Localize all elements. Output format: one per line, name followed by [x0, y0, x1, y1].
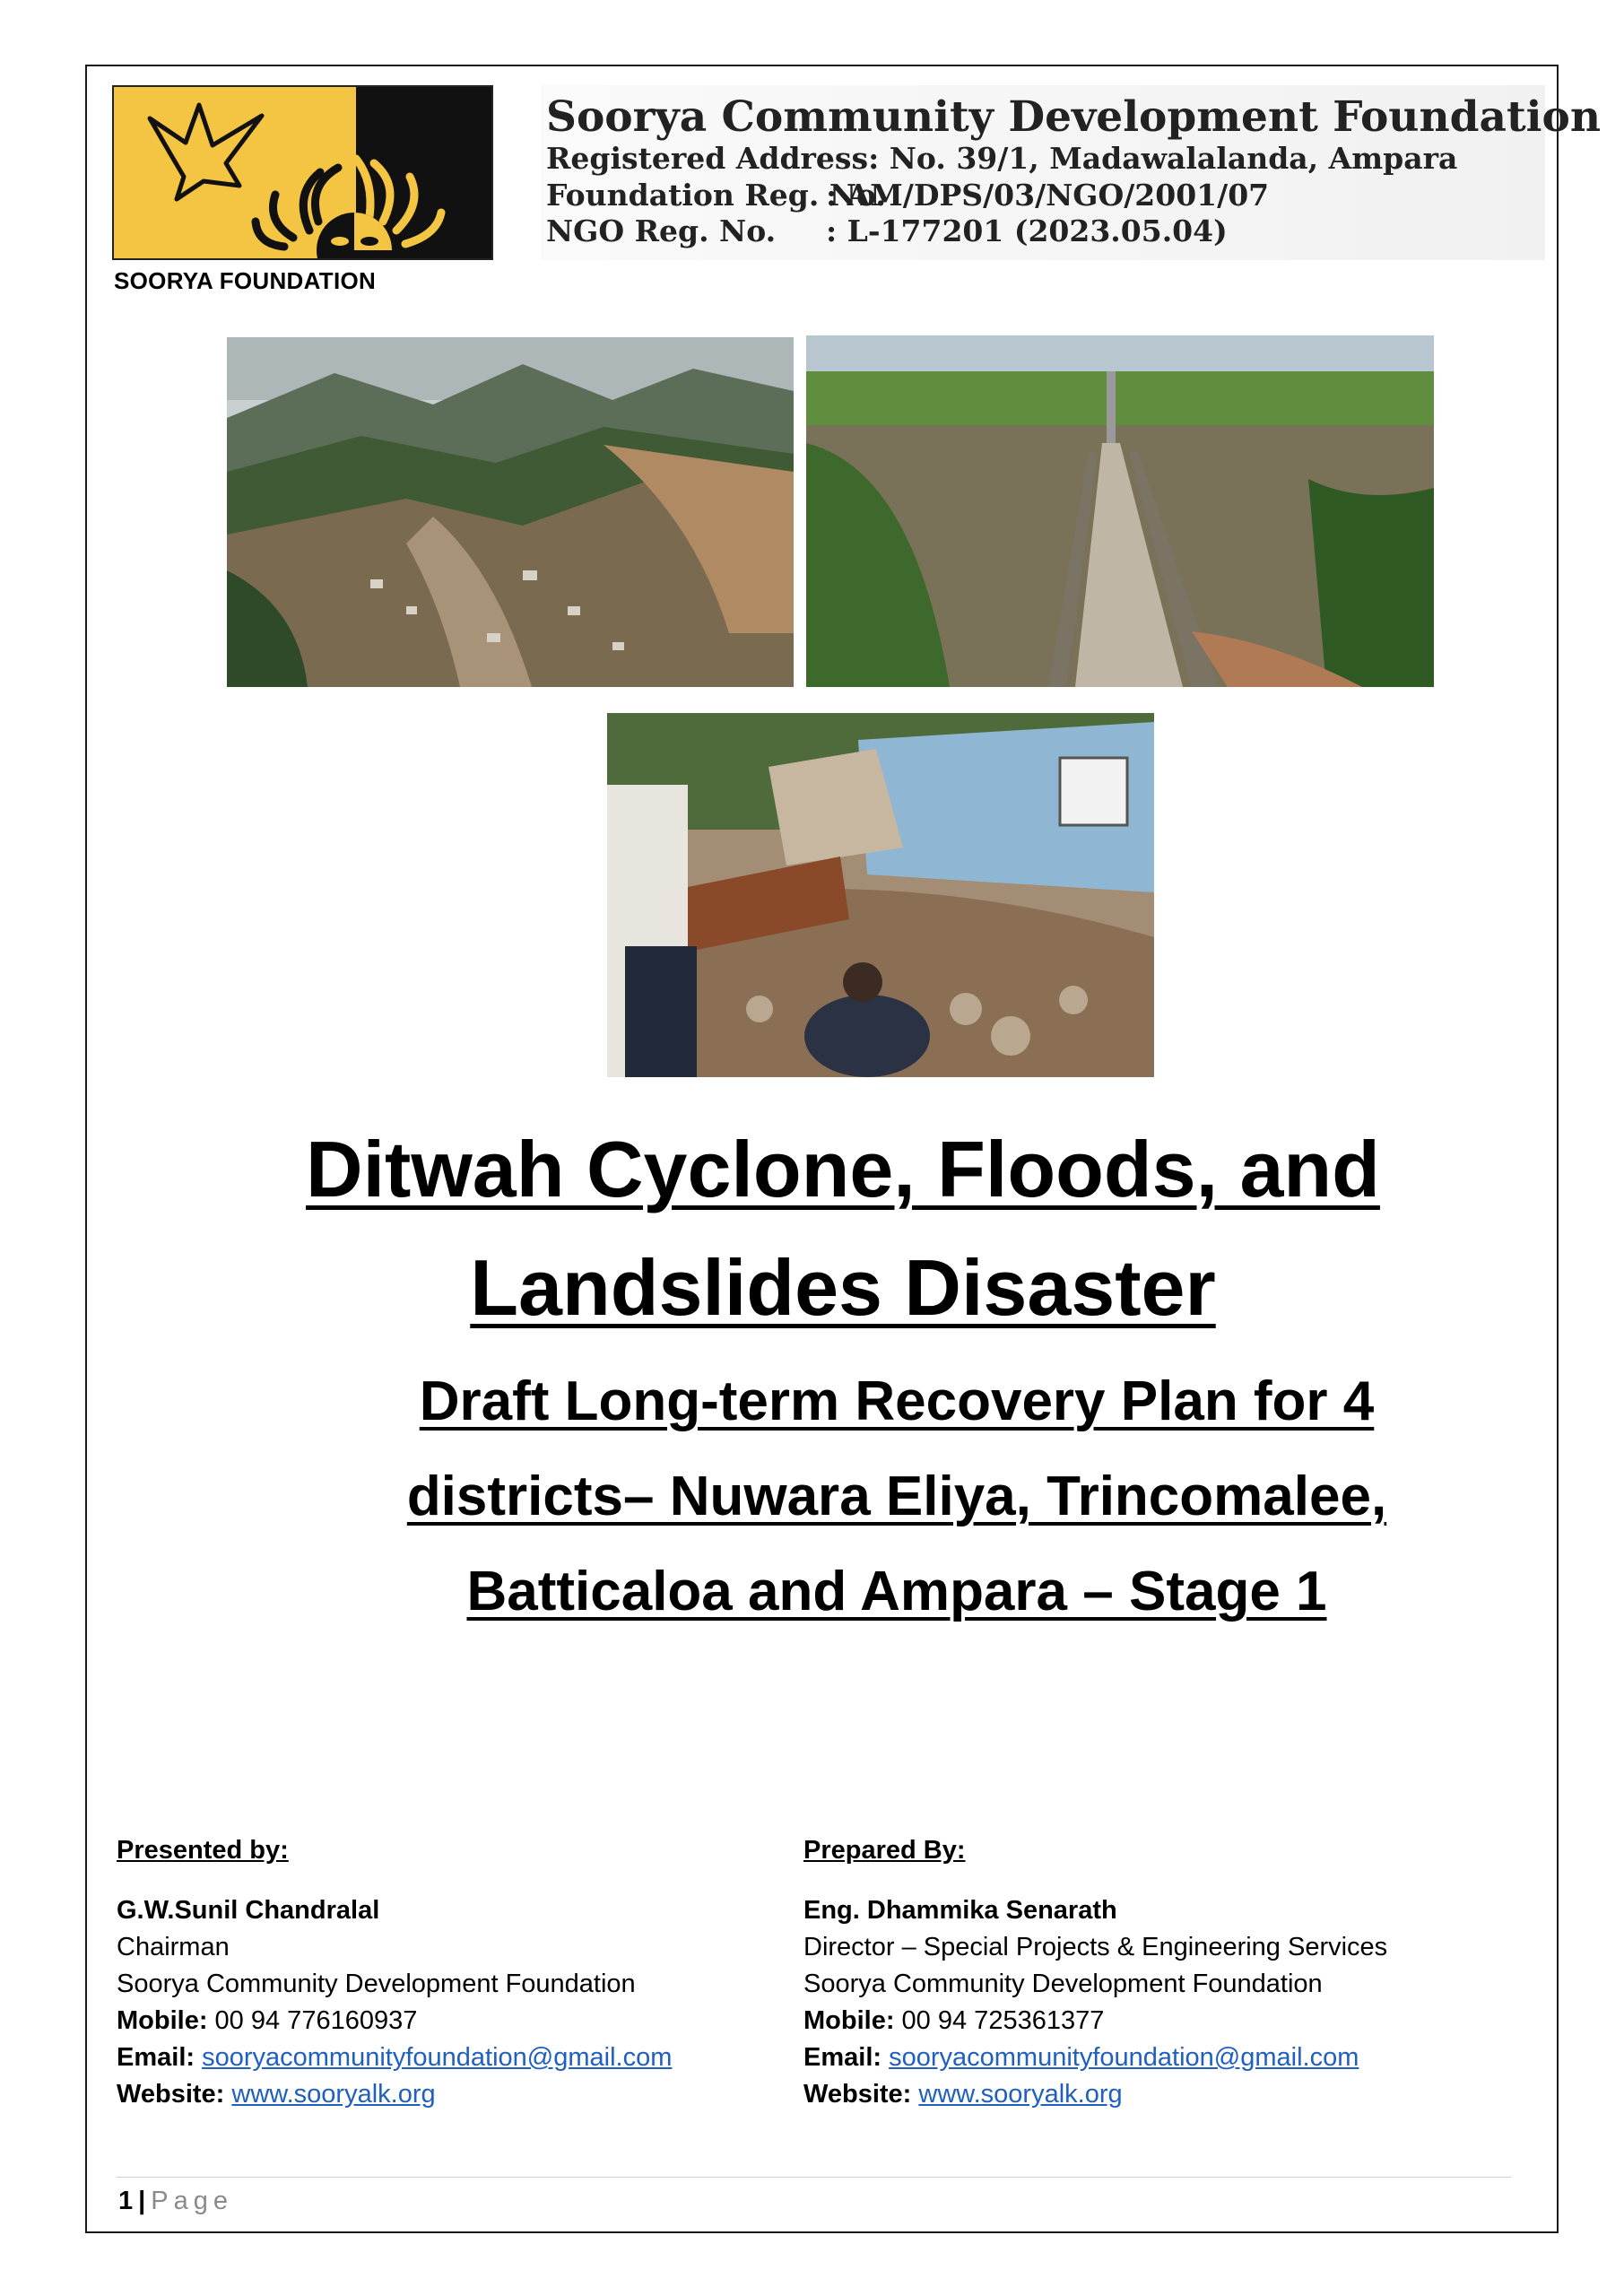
preparer-website [803, 2076, 1387, 2113]
mobile-number: 00 94 725361377 [894, 2006, 1105, 2035]
organization-name: Soorya Community Development Foundation [546, 92, 1602, 142]
presenter-name: G.W.Sunil Chandralal [117, 1896, 380, 1925]
foundation-reg-number [546, 178, 1269, 213]
subtitle-line-3: Batticaloa and Ampara – Stage 1 [466, 1561, 1327, 1622]
preparer-mobile [803, 2003, 1387, 2039]
email-label: Email: [803, 2043, 882, 2072]
presenter-website [117, 2076, 672, 2113]
mobile-number: 00 94 776160937 [207, 2006, 418, 2035]
website-link[interactable]: www.sooryalk.org [918, 2080, 1123, 2109]
destroyed-house-photo [607, 713, 1154, 1077]
website-label: Website: [117, 2080, 225, 2109]
page-number: 1 [118, 2187, 134, 2215]
presenter-email [117, 2039, 672, 2076]
subtitle-line-1: Draft Long-term Recovery Plan for 4 [419, 1370, 1375, 1432]
email-link[interactable]: sooryacommunityfoundation@gmail.com [889, 2043, 1359, 2072]
title-line-1: Ditwah Cyclone, Floods, and [306, 1125, 1380, 1213]
presenter-mobile [117, 2003, 672, 2039]
presented-by-heading: Presented by: [117, 1836, 289, 1865]
presenter-role: Chairman [117, 1933, 230, 1961]
preparer-role: Director – Special Projects & Engineering Services [803, 1933, 1388, 1961]
logo-caption: SOORYA FOUNDATION [114, 267, 377, 294]
ngo-reg-value: : L-177201 (2023.05.04) [826, 213, 1228, 248]
landslide-photo [227, 337, 794, 687]
registered-address: Registered Address: No. 39/1, Madawalalanda, Ampara [546, 141, 1458, 176]
preparer-organization: Soorya Community Development Foundation [803, 1970, 1323, 1998]
mobile-label: Mobile: [117, 2006, 208, 2035]
foundation-reg-value: : AM/DPS/03/NGO/2001/07 [826, 178, 1270, 213]
preparer-email [803, 2039, 1387, 2076]
foundation-reg-label: Foundation Reg. No. [546, 178, 886, 213]
mobile-label: Mobile: [803, 2006, 895, 2035]
prepared-by-section [803, 1832, 1387, 2113]
organization-details [541, 85, 1602, 260]
presenter-organization: Soorya Community Development Foundation [117, 1970, 636, 1998]
subtitle-line-2: districts– Nuwara Eliya, Trincomalee, [406, 1465, 1387, 1527]
title-line-2: Landslides Disaster [470, 1243, 1216, 1332]
document-subtitle [323, 1354, 1471, 1639]
soorya-logo [112, 85, 493, 260]
ngo-reg-number [546, 213, 1228, 248]
page-word: Page [151, 2187, 233, 2215]
document-title [197, 1110, 1489, 1347]
presented-by-section [117, 1832, 672, 2113]
footer-separator: | [138, 2187, 146, 2215]
ngo-reg-label: NGO Reg. No. [546, 213, 777, 248]
prepared-by-heading: Prepared By: [803, 1836, 966, 1865]
page-footer [118, 2187, 233, 2216]
email-link[interactable]: sooryacommunityfoundation@gmail.com [202, 2043, 673, 2072]
email-label: Email: [117, 2043, 195, 2072]
website-link[interactable]: www.sooryalk.org [231, 2080, 436, 2109]
collapsed-bridge-photo [806, 335, 1434, 687]
website-label: Website: [803, 2080, 912, 2109]
footer-divider [117, 2177, 1511, 2178]
preparer-name: Eng. Dhammika Senarath [803, 1896, 1117, 1925]
